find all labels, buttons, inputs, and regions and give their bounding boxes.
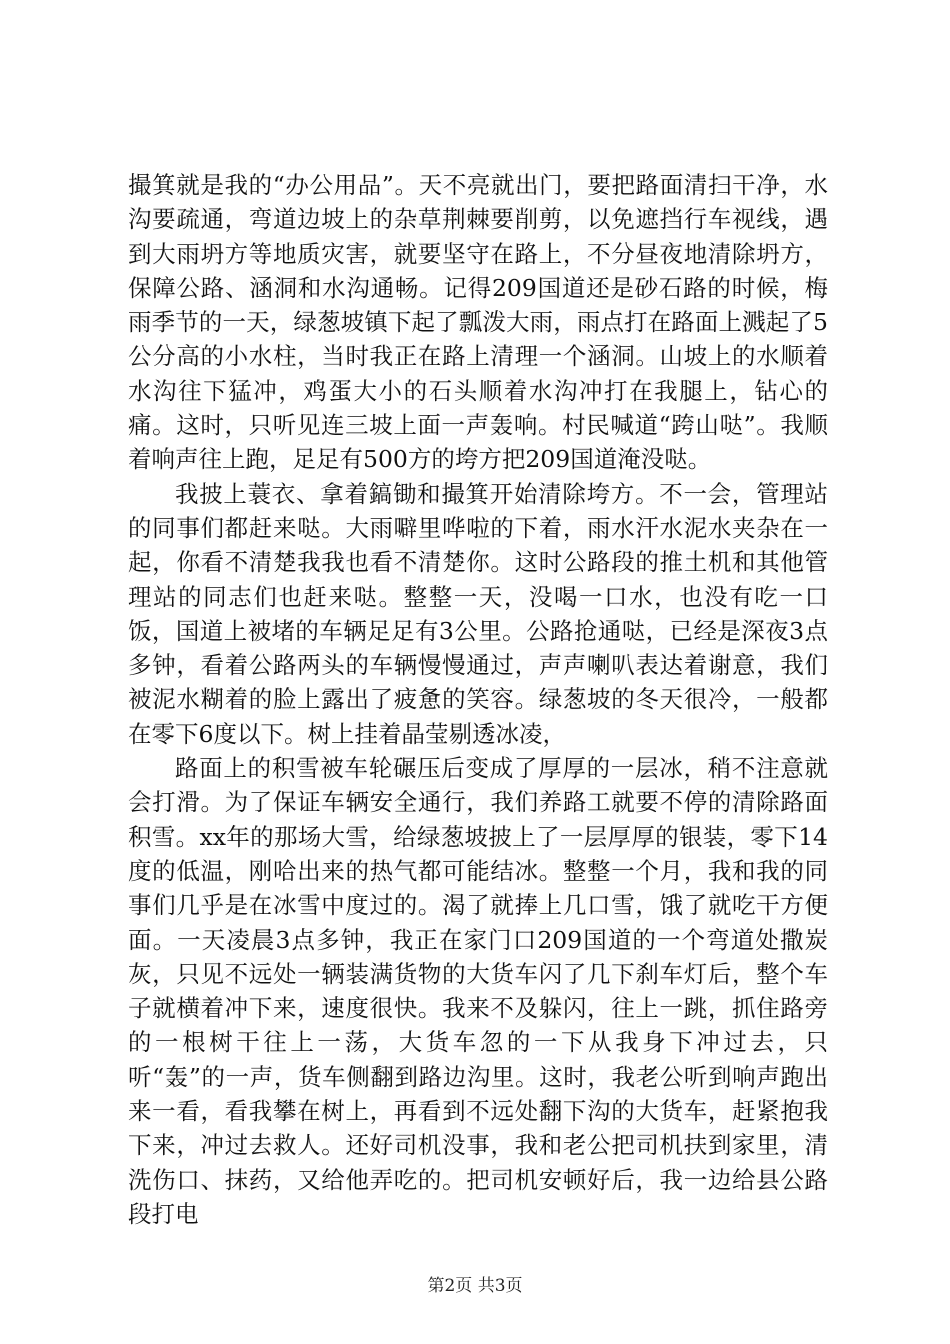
paragraph-3: 路面上的积雪被车轮碾压后变成了厚厚的一层冰，稍不注意就会打滑。为了保证车辆安全通行，我们养路工就要不停的清除路面积雪。xx年的那场大雪，给绿葱坡披上了一层厚厚的银装，零下14度的低温，刚哈出来的热气都可能结冰。整整一个月，我和我的同事们几乎是在冰雪中度过的。渴了就捧上几口雪，饿了就吃干方便面。一天凌晨3点多钟，我正在家门口209国道的一个弯道处撒炭灰，只见不远处一辆装满货物的大货车闪了几下刹车灯后，整个车子就横着冲下来，速度很快。我来不及躲闪，往上一跳，抓住路旁的一根树干往上一荡，大货车忽的一下从我身下冲过去，只听“轰”的一声，货车侧翻到路边沟里。这时，我老公听到响声跑出来一看，看我攀在树上，再看到不远处翻下沟的大货车，赶紧抱我下来，冲过去救人。还好司机没事，我和老公把司机扶到家里，清洗伤口、抹药，又给他弄吃的。把司机安顿好后，我一边给县公路段打电 — [128, 754, 828, 1228]
paragraph-1: 撮箕就是我的“办公用品”。天不亮就出门，要把路面清扫干净，水沟要疏通，弯道边坡上的杂草荆棘要削剪，以免遮挡行车视线，遇到大雨坍方等地质灾害，就要坚守在路上，不分昼夜地清除坍方，保障公路、涵洞和水沟通畅。记得209国道还是砂石路的时候，梅雨季节的一天，绿葱坡镇下起了瓢泼大雨，雨点打在路面上溅起了5公分高的小水柱，当时我正在路上清理一个涵洞。山坡上的水顺着水沟往下猛冲，鸡蛋大小的石头顺着水沟冲打在我腿上，钻心的痛。这时，只听见连三坡上面一声轰响。村民喊道“跨山哒”。我顺着响声往上跑，足足有500方的垮方把209国道淹没哒。 — [128, 171, 828, 474]
page-number-footer: 第2页 共3页 — [427, 1276, 523, 1296]
document-body — [128, 168, 828, 1231]
paragraph-2: 我披上蓑衣、拿着鎬锄和撮箕开始清除垮方。不一会，管理站的同事们都赶来哒。大雨噼里哗啦的下着，雨水汗水泥水夹杂在一起，你看不清楚我我也看不清楚你。这时公路段的推土机和其他管理站的同志们也赶来哒。整整一天，没喝一口水，也没有吃一口饭，国道上被堵的车辆足足有3公里。公路抢通哒，已经是深夜3点多钟，看着公路两头的车辆慢慢通过，声声喇叭表达着谢意，我们被泥水糊着的脸上露出了疲惫的笑容。绿葱坡的冬天很冷，一般都在零下6度以下。树上挂着晶莹剔透冰凌， — [128, 479, 828, 748]
